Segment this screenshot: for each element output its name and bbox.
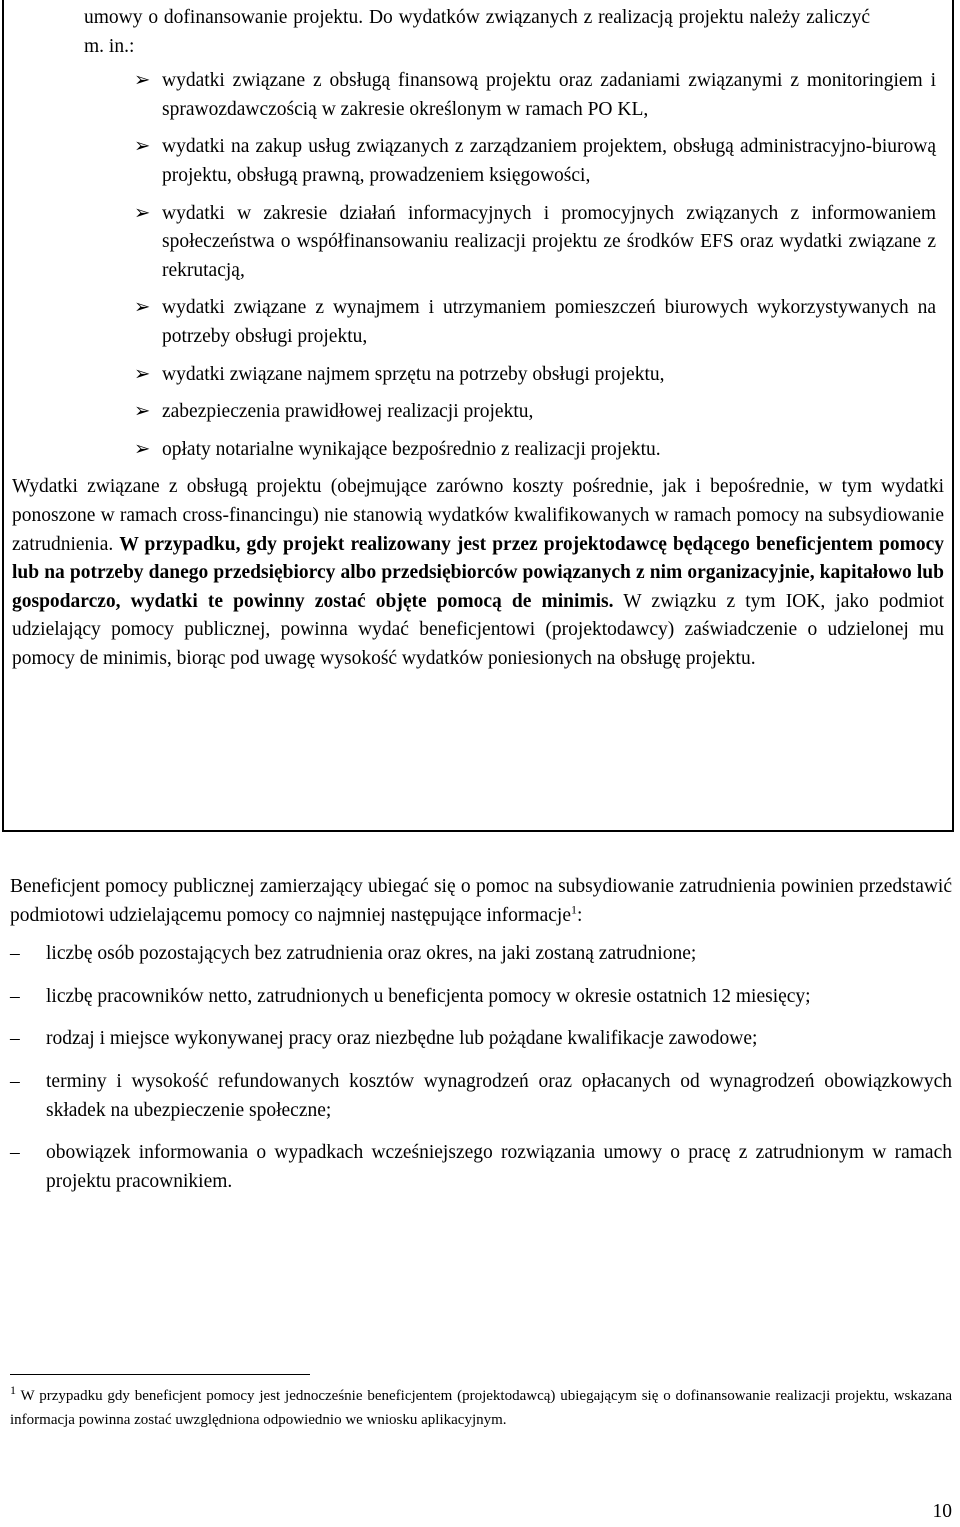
list-item: ➢ wydatki związane najmem sprzętu na potrzeby obsługi projektu,: [12, 361, 936, 390]
footnote-divider: [10, 1374, 310, 1375]
dash-bullet-icon: –: [10, 985, 20, 1007]
footnote: $^1$ W przypadku gdy beneficjent pomocy jest jednocześnie beneficjentem (projektodawcą) ubiegającym się o dofinansowanie realizacji projektu, wskazana informacja powinna zostać uwzględniona odpowiednio we wniosku aplikacyjnym.: [10, 1383, 952, 1428]
arrow-bullet-icon: ➢: [134, 136, 151, 158]
list-item: – rodzaj i miejsce wykonywanej pracy oraz niezbędne lub pożądane kwalifikacje zawodowe;: [10, 1025, 952, 1054]
arrow-bullet-icon: ➢: [134, 70, 151, 92]
list-item: – terminy i wysokość refundowanych kosztów wynagrodzeń oraz opłacanych od wynagrodzeń obowiązkowych składek na ubezpieczenie społeczne;: [10, 1068, 952, 1125]
expense-list: [12, 67, 944, 464]
list-item: ➢ opłaty notarialne wynikające bezpośrednio z realizacji projektu.: [12, 436, 936, 465]
boxed-section: [2, 0, 954, 832]
footnote-ref[interactable]: 1: [570, 902, 577, 917]
beneficiary-section: [10, 873, 952, 1210]
box-paragraph: Wydatki związane z obsługą projektu (obejmujące zarówno koszty pośrednie, jak i bepośrednie, w tym wydatki ponoszone w ramach cross-financingu) nie stanowią wydatków kwalifikowanych w ramach pomocy na subsydiowanie zatrudnienia. W przypadku, gdy projekt realizowany jest przez projektodawcę będącego beneficjentem pomocy lub na potrzeby danego przedsiębiorcy albo przedsiębiorców powiązanych z nim organizacyjnie, kapitałowo lub gospodarczo, wydatki te powinny zostać objęte pomocą de minimis. W związku z tym IOK, jako podmiot udzielający pomocy publicznej, powinna wydać beneficjentowi (projektodawcy) zaświadczenie o udzielonej mu pomocy de minimis, biorąc pod uwagę wysokość wydatków poniesionych na obsługę projektu.: [12, 476, 945, 669]
bold-passage: W przypadku, gdy projekt realizowany jest przez projektodawcę będącego beneficjentem pomocy lub na potrzeby danego przedsiębiorcy albo przedsiębiorców powiązanych z nim organizacyjnie, kapitałowo lub gospodarczo, wydatki te powinny zostać objęte pomocą de minimis.: [12, 533, 944, 612]
info-list: [10, 940, 952, 1196]
list-item: ➢ wydatki związane z wynajmem i utrzymaniem pomieszczeń biurowych wykorzystywanych na potrzeby obsługi projektu,: [12, 294, 936, 351]
list-item: – liczbę osób pozostających bez zatrudnienia oraz okres, na jaki zostaną zatrudnione;: [10, 940, 952, 969]
section-intro: Beneficjent pomocy publicznej zamierzający ubiegać się o pomoc na subsydiowanie zatrudnienia powinien przedstawić podmiotowi udzielającemu pomocy co najmniej następujące informacje$^1$:: [10, 876, 952, 926]
list-item: ➢ wydatki na zakup usług związanych z zarządzaniem projektem, obsługą administracyjno-biurową projektu, obsługą prawną, prowadzeniem księgowości,: [12, 133, 936, 190]
arrow-bullet-icon: ➢: [134, 438, 151, 460]
arrow-bullet-icon: ➢: [134, 363, 151, 385]
list-item: ➢ zabezpieczenia prawidłowej realizacji projektu,: [12, 398, 936, 427]
dash-bullet-icon: –: [10, 1070, 20, 1092]
page-number: 10: [932, 1501, 952, 1522]
dash-bullet-icon: –: [10, 1028, 20, 1050]
list-item: – liczbę pracowników netto, zatrudnionych u beneficjenta pomocy w okresie ostatnich 12 miesięcy;: [10, 983, 952, 1012]
arrow-bullet-icon: ➢: [134, 202, 151, 224]
arrow-bullet-icon: ➢: [134, 401, 151, 423]
arrow-bullet-icon: ➢: [134, 297, 151, 319]
footnote-mark: 1: [10, 1383, 16, 1397]
list-item: ➢ wydatki związane z obsługą finansową projektu oraz zadaniami związanymi z monitoringiem i sprawozdawczością w zakresie określonym w ramach PO KL,: [12, 67, 936, 124]
box-intro: umowy o dofinansowanie projektu. Do wydatków związanych z realizacją projektu należy zaliczyć m. in.:: [84, 7, 870, 57]
dash-bullet-icon: –: [10, 1142, 20, 1164]
list-item: ➢ wydatki w zakresie działań informacyjnych i promocyjnych związanych z informowaniem społeczeństwa o współfinansowaniu realizacji projektu ze środków EFS oraz wydatki związane z rekrutacją,: [12, 200, 936, 286]
list-item: – obowiązek informowania o wypadkach wcześniejszego rozwiązania umowy o pracę z zatrudnionym w ramach projektu pracownikiem.: [10, 1139, 952, 1196]
dash-bullet-icon: –: [10, 943, 20, 965]
